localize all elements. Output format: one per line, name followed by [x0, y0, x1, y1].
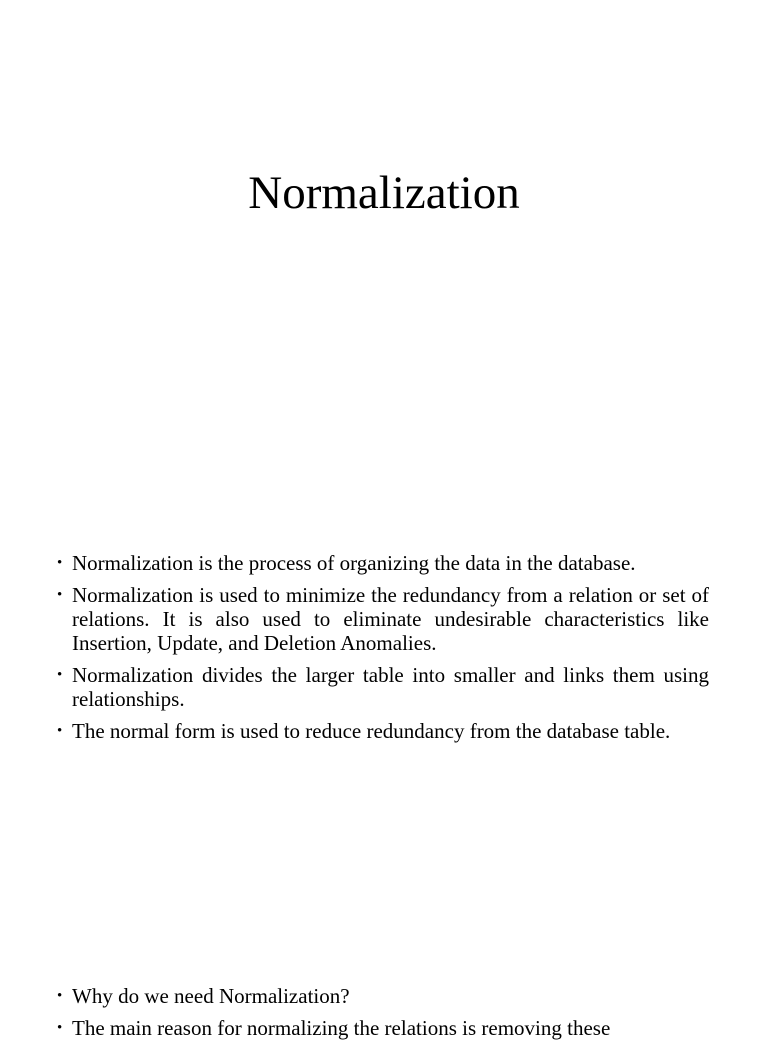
bullet-icon: •	[57, 587, 63, 603]
bullet-text: Normalization is the process of organizing the data in the database.	[72, 551, 636, 575]
bullet-icon: •	[57, 1020, 63, 1036]
bullet-icon: •	[57, 988, 63, 1004]
bullet-item	[57, 719, 709, 743]
bullet-text: The main reason for normalizing the relations is removing these	[72, 1016, 611, 1040]
bullet-item	[57, 984, 709, 1008]
bullet-item	[57, 663, 709, 711]
bullet-icon: •	[57, 667, 63, 683]
bullet-list-second	[57, 984, 709, 1048]
bullet-icon: •	[57, 555, 63, 571]
bullet-icon: •	[57, 723, 63, 739]
bullet-text: The normal form is used to reduce redundancy from the database table.	[72, 719, 671, 743]
bullet-item	[57, 551, 709, 575]
bullet-item	[57, 583, 709, 655]
bullet-list	[57, 551, 709, 751]
bullet-text: Normalization divides the larger table into smaller and links them using relationships.	[72, 663, 709, 711]
bullet-text: Normalization is used to minimize the redundancy from a relation or set of relations. It is also used to eliminate undesirable characteristics like Insertion, Update, and Deletion Anomalies.	[72, 583, 709, 655]
slide-title: Normalization	[248, 167, 520, 219]
bullet-text: Why do we need Normalization?	[72, 984, 350, 1008]
bullet-item	[57, 1016, 709, 1040]
